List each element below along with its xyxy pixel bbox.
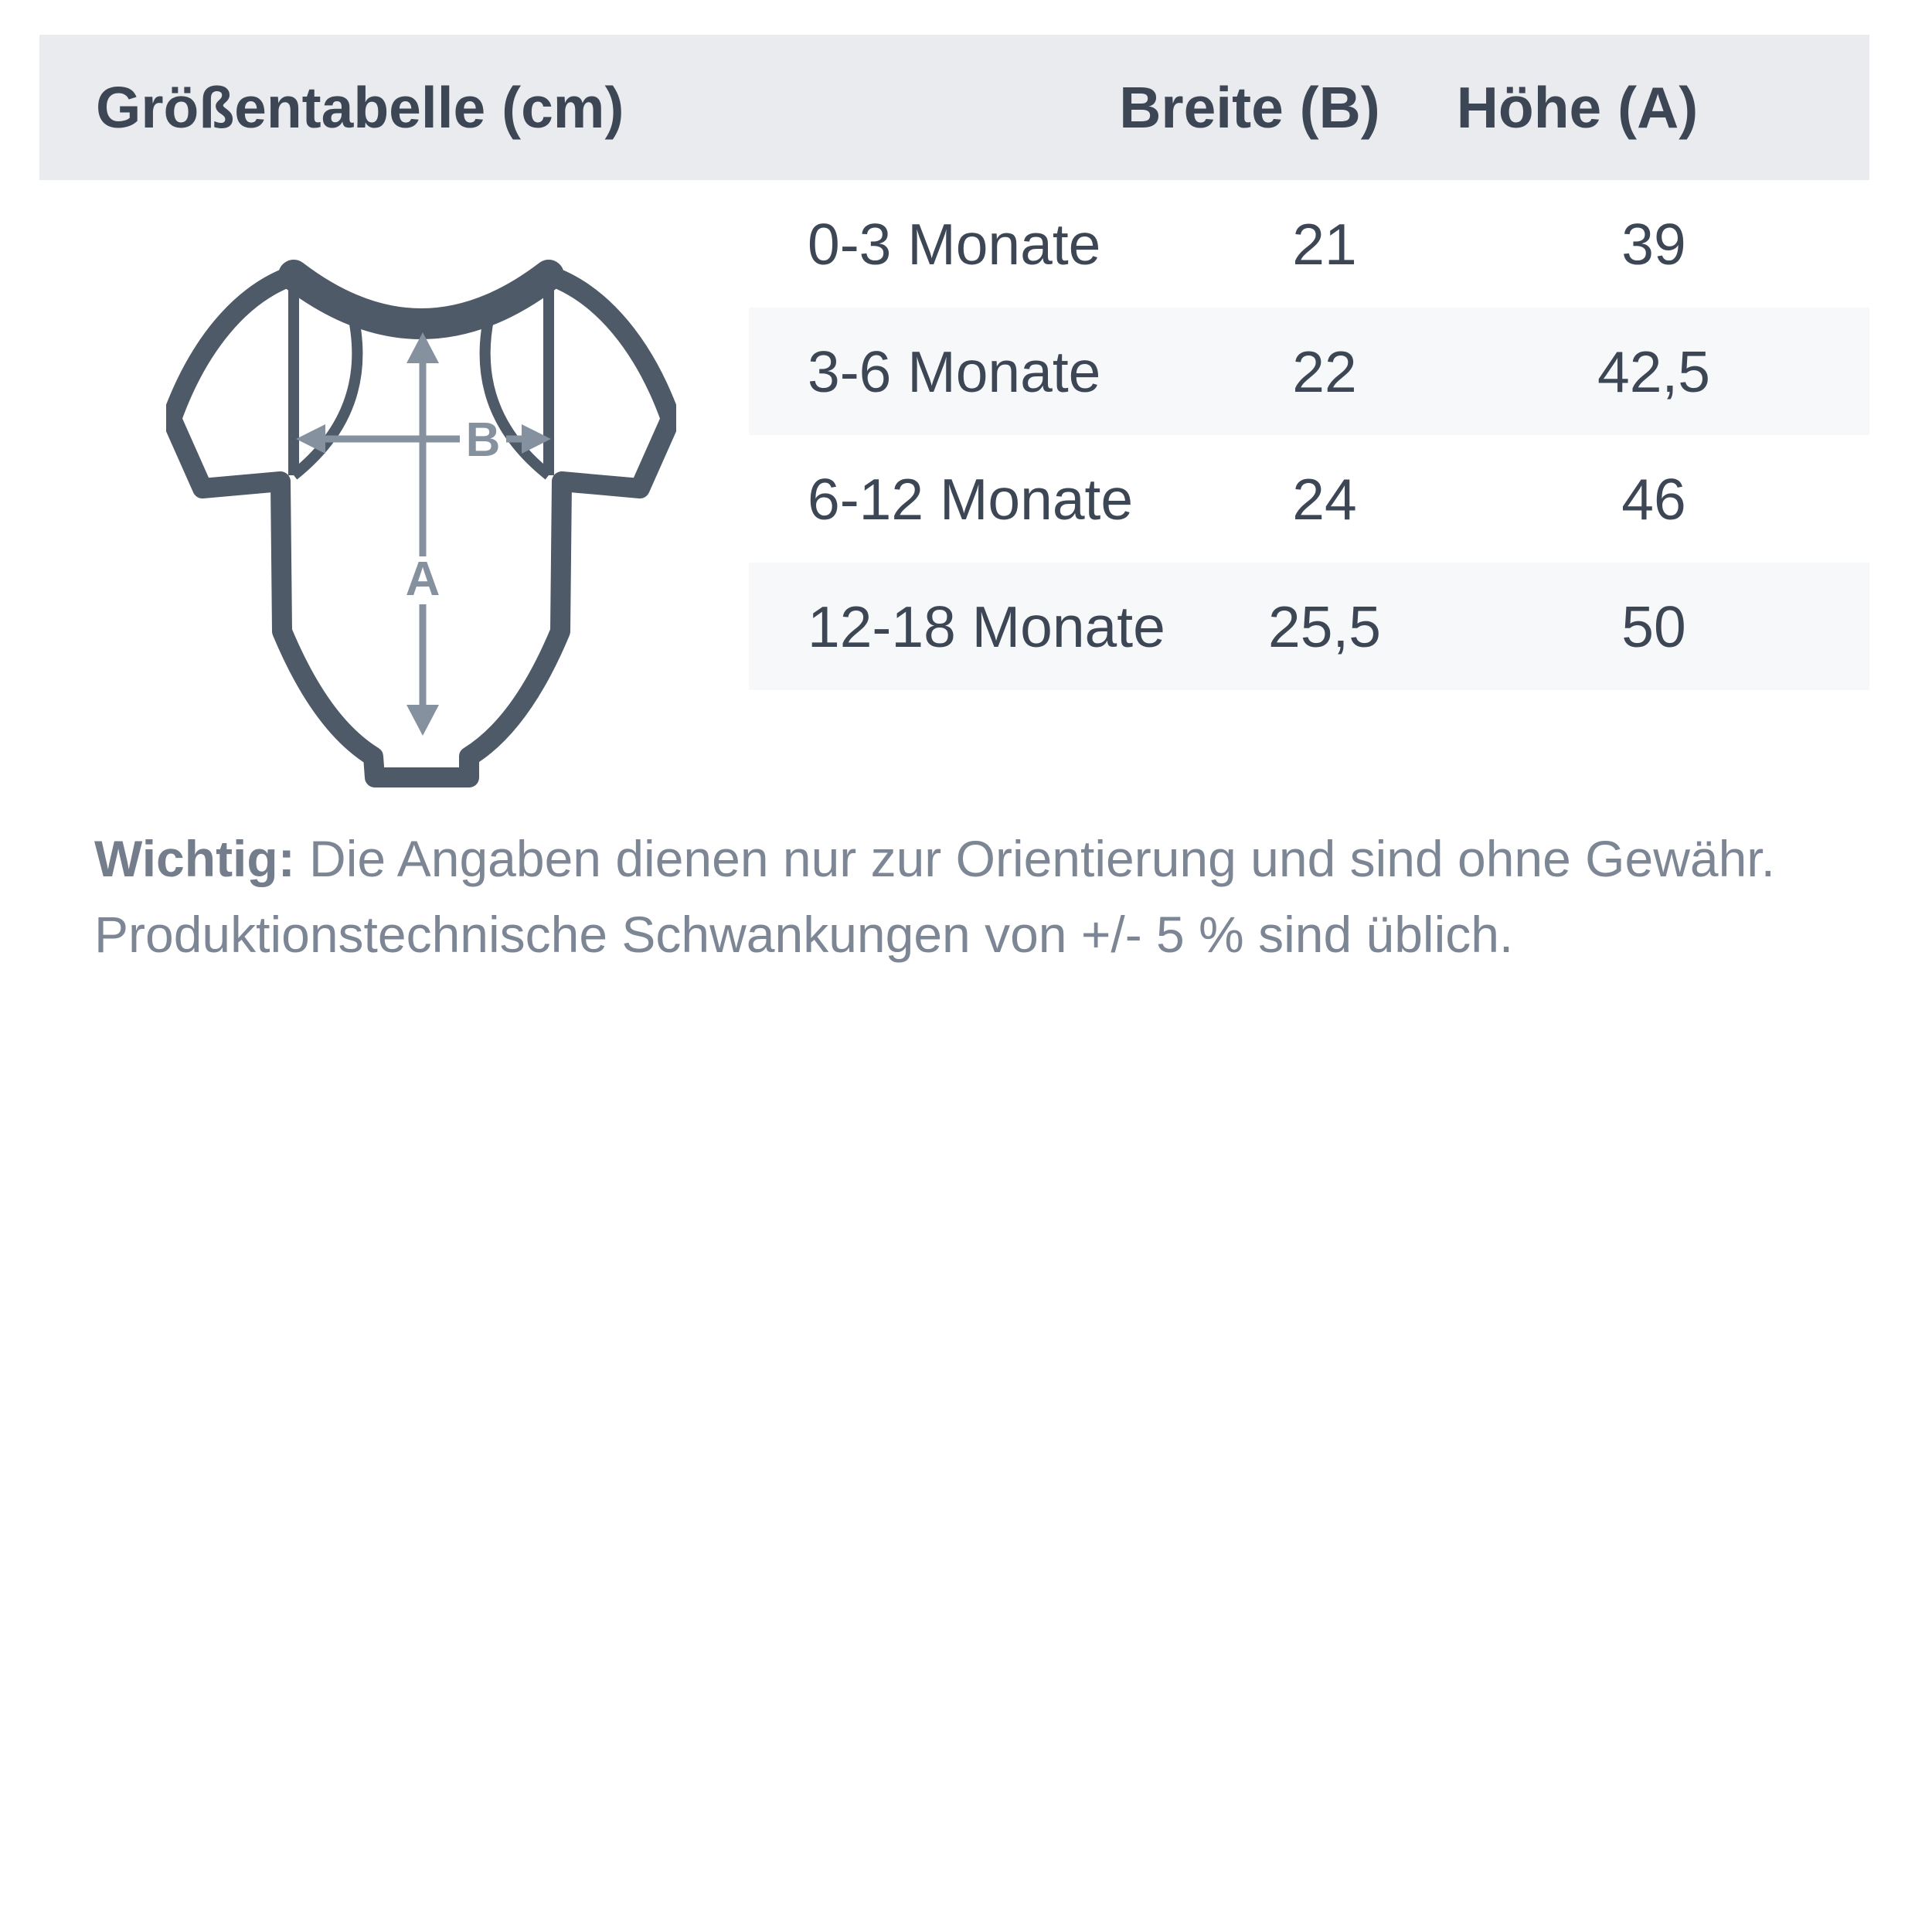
- table-row: [749, 180, 1869, 308]
- table-row: [749, 563, 1869, 690]
- disclaimer-line-1: Wichtig: Die Angaben dienen nur zur Orientierung und sind ohne Gewähr.: [94, 830, 1775, 887]
- size-label: 12-18 Monate: [808, 594, 1165, 659]
- column-header-hoehe: Höhe (A): [1456, 75, 1699, 140]
- size-table: [749, 180, 1869, 690]
- hoehe-value: 46: [1621, 466, 1686, 532]
- baby-bodysuit-diagram-icon: [166, 255, 676, 788]
- page-title: Größentabelle (cm): [96, 75, 624, 140]
- size-label: 0-3 Monate: [808, 211, 1101, 277]
- table-row: [749, 308, 1869, 435]
- size-label: 6-12 Monate: [808, 466, 1134, 532]
- height-arrow-label: A: [405, 553, 440, 606]
- disclaimer-bold-word: Wichtig:: [94, 830, 295, 887]
- breite-value: 24: [1292, 466, 1357, 532]
- column-header-breite: Breite (B): [1119, 75, 1380, 140]
- hoehe-value: 39: [1621, 211, 1686, 277]
- size-label: 3-6 Monate: [808, 338, 1101, 404]
- collar: [294, 275, 549, 324]
- disclaimer-note: [94, 821, 1872, 972]
- table-header-bar: [39, 35, 1869, 180]
- breite-value: 21: [1292, 211, 1357, 277]
- hoehe-value: 50: [1621, 594, 1686, 659]
- disclaimer-line-2: Produktionstechnische Schwankungen von +/- 5 % sind üblich.: [94, 906, 1514, 963]
- hoehe-value: 42,5: [1597, 338, 1710, 404]
- table-row: [749, 435, 1869, 563]
- breite-value: 22: [1292, 338, 1357, 404]
- breite-value: 25,5: [1268, 594, 1381, 659]
- width-arrow-label: B: [465, 413, 501, 467]
